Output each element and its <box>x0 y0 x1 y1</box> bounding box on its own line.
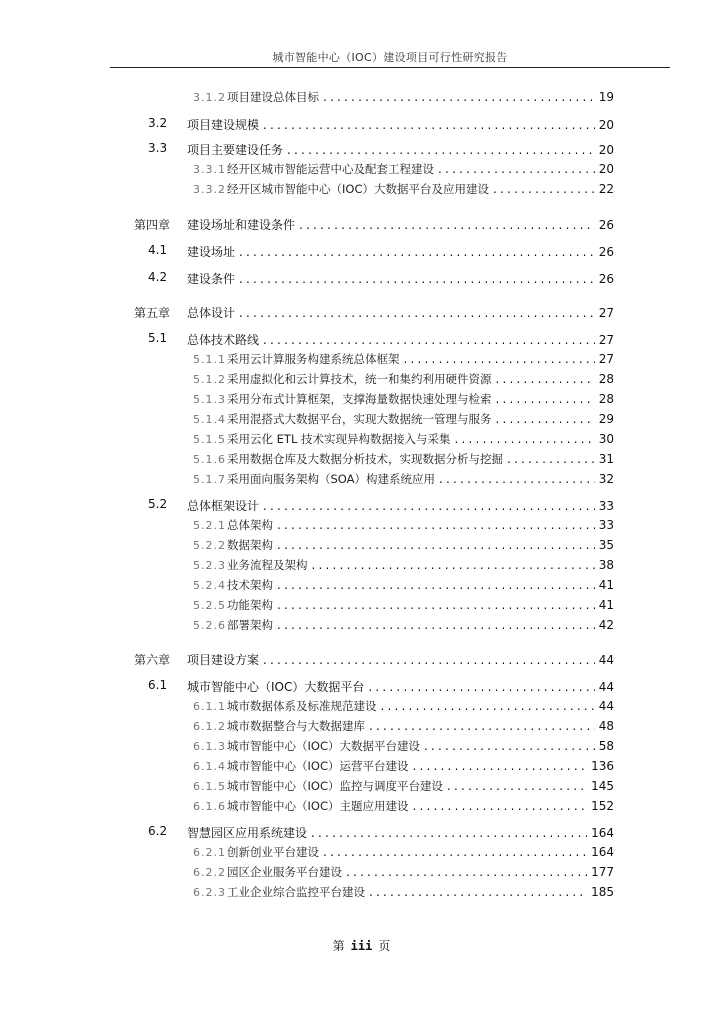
toc-entry-title-text: 项目建设总体目标 <box>227 90 319 104</box>
toc-dot-leader <box>412 799 587 813</box>
toc-entry-page: 185 <box>591 885 614 899</box>
toc-entry[interactable] <box>187 216 614 233</box>
toc-dot-leader <box>381 699 595 713</box>
toc-dot-leader <box>404 352 595 366</box>
toc-entry[interactable] <box>193 798 614 814</box>
toc-entry-page: 31 <box>598 452 614 466</box>
toc-entry[interactable] <box>193 557 614 573</box>
toc-entry-number: 5.2.2 <box>193 539 226 552</box>
toc-entry[interactable] <box>193 758 614 774</box>
toc-dot-leader <box>424 739 595 753</box>
toc-entry-title-text: 业务流程及架构 <box>227 558 308 572</box>
toc-dot-leader <box>239 245 595 259</box>
toc-entry-page: 33 <box>598 499 614 513</box>
toc-entry-title <box>193 864 342 880</box>
toc-entry-number: 第四章 <box>134 218 171 232</box>
toc-entry-number: 6.2 <box>148 824 168 838</box>
toc-entry-title-text: 总体架构 <box>227 518 273 532</box>
toc-entry-page: 27 <box>598 333 614 347</box>
toc-dot-leader <box>493 182 595 196</box>
toc-entry-page: 30 <box>598 432 614 446</box>
toc-entry-page: 164 <box>591 845 614 859</box>
toc-entry-page: 28 <box>598 372 614 386</box>
toc-dot-leader <box>263 118 595 132</box>
toc-entry-number: 6.1.5 <box>193 780 226 793</box>
toc-entry-title-text: 建设场址和建设条件 <box>187 218 296 232</box>
toc-entry-number: 3.1.2 <box>193 91 226 104</box>
toc-entry-title-text: 数据架构 <box>227 538 273 552</box>
toc-entry-page: 38 <box>598 558 614 572</box>
running-header: 城市智能中心（IOC）建设项目可行性研究报告 <box>272 51 508 64</box>
toc-entry-page: 44 <box>598 653 614 667</box>
toc-dot-leader <box>438 162 595 176</box>
toc-entry-title-text: 城市数据整合与大数据建库 <box>227 719 365 733</box>
footer-prefix: 第 <box>332 939 345 953</box>
toc-entry-number: 6.1.2 <box>193 720 226 733</box>
toc-entry-title-text: 采用虚拟化和云计算技术，统一和集约利用硬件资源 <box>227 372 492 386</box>
header-rule <box>110 67 670 68</box>
toc-dot-leader <box>346 865 587 879</box>
toc-entry-page: 22 <box>598 182 614 196</box>
toc-entry-number: 5.1.3 <box>193 393 226 406</box>
toc-dot-leader <box>277 518 595 532</box>
toc-entry-page: 44 <box>598 680 614 694</box>
toc-entry-number: 6.1.3 <box>193 740 226 753</box>
toc-entry-page: 26 <box>598 245 614 259</box>
toc-entry-title <box>193 391 492 407</box>
toc-entry-title <box>193 738 420 754</box>
toc-entry-title-text: 采用混搭式大数据平台，实现大数据统一管理与服务 <box>227 412 492 426</box>
toc-entry-number: 第五章 <box>134 306 171 320</box>
toc-entry-title-text: 采用面向服务架构（SOA）构建系统应用 <box>227 472 436 486</box>
toc-entry-title-text: 采用数据仓库及大数据分析技术，实现数据分析与挖掘 <box>227 452 503 466</box>
toc-entry[interactable] <box>193 617 614 633</box>
toc-entry-title <box>193 181 489 197</box>
toc-entry-number: 6.2.2 <box>193 866 226 879</box>
toc-dot-leader <box>455 432 595 446</box>
toc-entry-number: 3.3.1 <box>193 163 226 176</box>
toc-dot-leader <box>368 680 594 694</box>
toc-entry[interactable] <box>193 718 614 734</box>
toc-entry-number: 第六章 <box>134 653 171 667</box>
toc-entry-page: 19 <box>598 90 614 104</box>
toc-entry-number: 6.1 <box>148 678 168 692</box>
toc-entry-title <box>193 698 377 714</box>
toc-entry-number: 6.2.1 <box>193 846 226 859</box>
toc-entry-number: 3.2 <box>148 116 168 130</box>
toc-entry[interactable] <box>193 371 614 387</box>
toc-entry[interactable] <box>187 651 614 668</box>
toc-entry-title <box>193 471 435 487</box>
toc-entry-page: 41 <box>598 578 614 592</box>
toc-entry-title-text: 城市智能中心（IOC）大数据平台建设 <box>227 739 420 753</box>
toc-entry[interactable] <box>187 678 614 695</box>
toc-entry-title <box>193 517 273 533</box>
footer-suffix: 页 <box>378 939 391 953</box>
toc-dot-leader <box>239 306 595 320</box>
toc-entry-title <box>193 597 273 613</box>
toc-entry-page: 164 <box>591 826 614 840</box>
toc-dot-leader <box>496 372 595 386</box>
toc-entry-title-text: 建设条件 <box>187 272 236 286</box>
toc-entry-title-text: 创新创业平台建设 <box>227 845 319 859</box>
toc-dot-leader <box>412 759 587 773</box>
toc-entry-title-text: 功能架构 <box>227 598 273 612</box>
toc-entry-number: 5.2.5 <box>193 599 226 612</box>
toc-entry-title <box>193 844 319 860</box>
toc-entry-title <box>193 431 451 447</box>
toc-entry[interactable] <box>193 451 614 467</box>
toc-entry-title-text: 城市智能中心（IOC）运营平台建设 <box>227 759 409 773</box>
toc-entry-title-text: 项目建设规模 <box>187 118 260 132</box>
toc-entry[interactable] <box>193 884 614 900</box>
toc-entry-title-text: 技术架构 <box>227 578 273 592</box>
toc-entry-number: 5.1.6 <box>193 453 226 466</box>
toc-entry-title-text: 智慧园区应用系统建设 <box>187 826 308 840</box>
page-footer <box>0 937 723 954</box>
toc-dot-leader <box>496 412 595 426</box>
toc-entry-number: 4.1 <box>148 243 168 257</box>
toc-entry-number: 5.1.5 <box>193 433 226 446</box>
toc-entry-number: 5.1 <box>148 331 168 345</box>
toc-entry-title <box>187 216 295 233</box>
toc-entry-page: 145 <box>591 779 614 793</box>
toc-entry[interactable] <box>193 778 614 794</box>
toc-dot-leader <box>369 719 595 733</box>
toc-entry[interactable] <box>193 537 614 553</box>
toc-entry-page: 20 <box>598 162 614 176</box>
toc-entry-page: 26 <box>598 272 614 286</box>
toc-entry-title-text: 部署架构 <box>227 618 273 632</box>
toc-entry-title <box>187 331 259 348</box>
toc-entry-title <box>187 824 307 841</box>
toc-entry[interactable] <box>193 391 614 407</box>
toc-entry-title <box>187 651 259 668</box>
toc-entry-number: 6.1.6 <box>193 800 226 813</box>
toc-dot-leader <box>263 653 595 667</box>
toc-entry-number: 6.1.1 <box>193 700 226 713</box>
toc-entry-title <box>193 451 503 467</box>
toc-entry-number: 5.2.4 <box>193 579 226 592</box>
toc-entry[interactable] <box>187 497 614 514</box>
toc-entry[interactable] <box>193 161 614 177</box>
toc-entry-title <box>193 557 308 573</box>
toc-entry-title-text: 采用云计算服务构建系统总体框架 <box>227 352 400 366</box>
toc-entry[interactable] <box>193 181 614 197</box>
toc-entry[interactable] <box>193 597 614 613</box>
toc-entry-number: 3.3.2 <box>193 183 226 196</box>
toc-dot-leader <box>277 538 595 552</box>
toc-entry-title-text: 工业企业综合监控平台建设 <box>227 885 365 899</box>
toc-entry[interactable] <box>193 89 614 105</box>
toc-dot-leader <box>299 218 595 232</box>
toc-dot-leader <box>277 598 595 612</box>
toc-entry[interactable] <box>193 864 614 880</box>
toc-entry-title-text: 经开区城市智能运营中心及配套工程建设 <box>227 162 434 176</box>
toc-dot-leader <box>311 826 587 840</box>
toc-entry-title <box>193 89 319 105</box>
toc-entry-title-text: 建设场址 <box>187 245 236 259</box>
toc-entry-title <box>187 141 283 158</box>
toc-entry-title <box>193 371 492 387</box>
toc-entry-title <box>193 778 443 794</box>
toc-entry-number: 5.2.1 <box>193 519 226 532</box>
toc-entry-page: 33 <box>598 518 614 532</box>
toc-dot-leader <box>263 333 595 347</box>
toc-dot-leader <box>277 578 595 592</box>
toc-entry-title-text: 总体设计 <box>187 306 236 320</box>
toc-entry-number: 5.2.3 <box>193 559 226 572</box>
toc-entry-title <box>193 411 492 427</box>
toc-entry-number: 3.3 <box>148 141 168 155</box>
toc-entry-title <box>193 718 365 734</box>
toc-entry-page: 152 <box>591 799 614 813</box>
toc-entry[interactable] <box>187 270 614 287</box>
toc-entry[interactable] <box>193 844 614 860</box>
toc-entry[interactable] <box>187 331 614 348</box>
toc-entry-number: 6.1.4 <box>193 760 226 773</box>
toc-entry-page: 41 <box>598 598 614 612</box>
toc-dot-leader <box>277 618 595 632</box>
toc-entry-page: 44 <box>598 699 614 713</box>
toc-entry-title-text: 园区企业服务平台建设 <box>227 865 342 879</box>
toc-dot-leader <box>439 472 595 486</box>
toc-entry[interactable] <box>193 738 614 754</box>
toc-entry-title-text: 城市智能中心（IOC）监控与调度平台建设 <box>227 779 443 793</box>
toc-entry-title-text: 项目主要建设任务 <box>187 143 284 157</box>
toc-entry-page: 20 <box>598 143 614 157</box>
toc-dot-leader <box>312 558 595 572</box>
toc-entry-title-text: 城市智能中心（IOC）主题应用建设 <box>227 799 409 813</box>
toc-entry-title <box>193 758 408 774</box>
toc-entry-title <box>193 617 273 633</box>
toc-entry-page: 28 <box>598 392 614 406</box>
toc-entry[interactable] <box>193 698 614 714</box>
toc-dot-leader <box>323 90 595 104</box>
toc-dot-leader <box>239 272 595 286</box>
toc-dot-leader <box>287 143 595 157</box>
toc-dot-leader <box>263 499 595 513</box>
toc-entry-title <box>193 884 365 900</box>
toc-entry-title-text: 采用云化 ETL 技术实现异构数据接入与采集 <box>227 432 451 446</box>
toc-entry-number: 6.2.3 <box>193 886 226 899</box>
footer-page-number: iii <box>350 939 373 953</box>
toc-entry-page: 58 <box>598 739 614 753</box>
toc-entry-title <box>187 116 259 133</box>
toc-entry-number: 5.1.2 <box>193 373 226 386</box>
toc-entry-title <box>187 270 235 287</box>
toc-entry-number: 4.2 <box>148 270 168 284</box>
toc-entry-page: 27 <box>598 306 614 320</box>
toc-dot-leader <box>369 885 587 899</box>
toc-entry-number: 5.2.6 <box>193 619 226 632</box>
toc-entry[interactable] <box>193 577 614 593</box>
toc-entry-number: 5.1.4 <box>193 413 226 426</box>
toc-entry-title <box>193 537 273 553</box>
toc-entry-page: 20 <box>598 118 614 132</box>
toc-entry-title-text: 采用分布式计算框架，支撑海量数据快速处理与检索 <box>227 392 492 406</box>
toc-entry[interactable] <box>187 304 614 321</box>
toc-entry-number: 5.1.7 <box>193 473 226 486</box>
toc-entry-number: 5.1.1 <box>193 353 226 366</box>
toc-entry[interactable] <box>193 471 614 487</box>
toc-dot-leader <box>447 779 587 793</box>
toc-dot-leader <box>507 452 595 466</box>
toc-dot-leader <box>496 392 595 406</box>
toc-entry-title <box>193 161 434 177</box>
toc-entry-title <box>193 798 408 814</box>
toc-entry-page: 32 <box>598 472 614 486</box>
toc-entry-page: 27 <box>598 352 614 366</box>
toc-entry-page: 26 <box>598 218 614 232</box>
toc-entry-title <box>187 678 364 695</box>
toc-entry-title-text: 城市智能中心（IOC）大数据平台 <box>187 680 365 694</box>
toc-entry[interactable] <box>187 824 614 841</box>
toc-entry-page: 35 <box>598 538 614 552</box>
toc-dot-leader <box>323 845 587 859</box>
toc-entry-page: 48 <box>598 719 614 733</box>
toc-entry-title-text: 总体技术路线 <box>187 333 260 347</box>
toc-entry[interactable] <box>193 431 614 447</box>
toc-entry-title <box>187 304 235 321</box>
toc-entry[interactable] <box>193 517 614 533</box>
toc-entry-title <box>193 351 400 367</box>
toc-entry[interactable] <box>187 141 614 158</box>
toc-entry-title-text: 经开区城市智能中心（IOC）大数据平台及应用建设 <box>227 182 489 196</box>
toc-entry[interactable] <box>187 243 614 260</box>
toc-entry-title-text: 总体框架设计 <box>187 499 260 513</box>
toc-entry[interactable] <box>187 116 614 133</box>
toc-entry-page: 29 <box>598 412 614 426</box>
toc-entry-title <box>193 577 273 593</box>
toc-entry-page: 136 <box>591 759 614 773</box>
toc-entry-page: 177 <box>591 865 614 879</box>
toc-entry-page: 42 <box>598 618 614 632</box>
toc-entry-title-text: 城市数据体系及标准规范建设 <box>227 699 377 713</box>
toc-entry-title <box>187 497 259 514</box>
toc-entry-number: 5.2 <box>148 497 168 511</box>
toc-entry[interactable] <box>193 411 614 427</box>
toc-entry[interactable] <box>193 351 614 367</box>
toc-entry-title-text: 项目建设方案 <box>187 653 260 667</box>
toc-entry-title <box>187 243 235 260</box>
